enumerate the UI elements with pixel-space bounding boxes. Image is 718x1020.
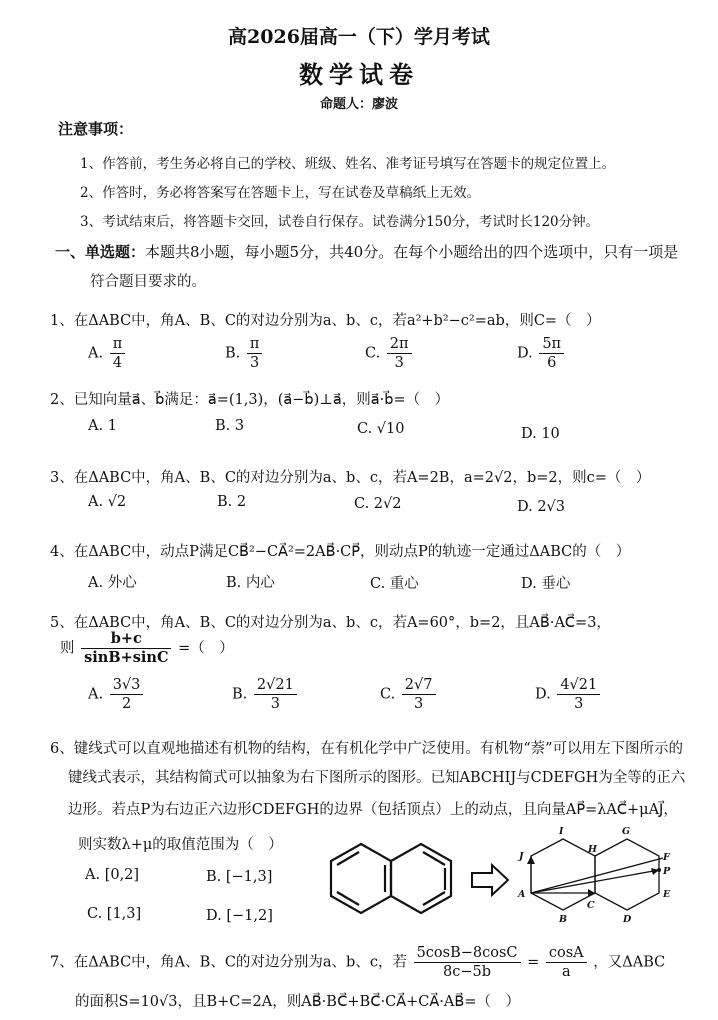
q1-option-c bbox=[365, 335, 414, 372]
q2-option-c: C. √10 bbox=[357, 421, 405, 437]
option-letter: A. bbox=[88, 345, 104, 362]
question-2: 2、已知向量a⃗、b⃗满足：a⃗=(1,3)，(a⃗−b⃗)⊥a⃗，则a⃗·b⃗=（ ） bbox=[50, 392, 450, 408]
label-d: D bbox=[623, 914, 632, 925]
label-i: I bbox=[559, 826, 564, 837]
double-bond bbox=[337, 892, 359, 905]
double-bond bbox=[423, 892, 445, 905]
notice-heading: 注意事项： bbox=[58, 120, 134, 138]
option-num: 2π bbox=[387, 335, 412, 354]
author-line: 命题人：廖波 bbox=[319, 97, 398, 112]
arrow-right-icon bbox=[470, 862, 512, 898]
option-letter: D. bbox=[517, 345, 533, 362]
option-letter: D. bbox=[535, 686, 551, 703]
option-num: 2√7 bbox=[402, 676, 436, 695]
q2-option-d: D. 10 bbox=[521, 426, 560, 442]
option-letter: C. bbox=[365, 345, 381, 362]
question-5: 5、在ΔABC中，角A、B、C的对边分别为a、b、c，若A=60°，b=2，且AB⃗·AC⃗=3， bbox=[50, 615, 611, 631]
q5-then: 则 bbox=[60, 640, 75, 657]
label-h: H bbox=[588, 844, 597, 855]
paper-title: 数学试卷 bbox=[299, 60, 419, 89]
label-j: J bbox=[519, 851, 524, 862]
option-den: 6 bbox=[547, 355, 557, 371]
option-num: π bbox=[110, 335, 126, 354]
q7-frac1-den: 8c−5b bbox=[443, 964, 492, 980]
notice-rule-2: 2、作答时，务必将答案写在答题卡上，写在试卷及草稿纸上无效。 bbox=[80, 185, 481, 201]
option-letter: B. bbox=[232, 686, 248, 703]
q5-option-d bbox=[535, 676, 602, 713]
question-7-line-2: 的面积S=10√3，且B+C=2A，则AB⃗·BC⃗+BC⃗·CA⃗+CA⃗·AB⃗=（ ） bbox=[75, 994, 520, 1010]
question-6-line-4: 则实数λ+μ的取值范围为（ ） bbox=[78, 837, 283, 853]
label-c: C bbox=[587, 900, 595, 911]
question-6-line-3: 边形。若点P为右边正六边形CDEFGH的边界（包括顶点）上的动点，且向量AP⃗=λAC⃗+μAJ⃗， bbox=[68, 802, 678, 818]
q3-option-a: A. √2 bbox=[88, 494, 127, 510]
q5-blank: =（ ） bbox=[178, 640, 234, 657]
option-den: 3 bbox=[414, 696, 424, 712]
q5-frac-den: sinB+sinC bbox=[84, 649, 169, 666]
option-den: 3 bbox=[574, 696, 584, 712]
q5-frac-num: b+c bbox=[81, 630, 171, 649]
q7-prefix: 7、在ΔABC中，角A、B、C的对边分别为a、b、c，若 bbox=[50, 954, 407, 971]
question-5-expr bbox=[60, 630, 234, 667]
naphthalene-diagram bbox=[316, 832, 466, 932]
option-den: 4 bbox=[112, 355, 123, 371]
label-p: P bbox=[663, 866, 671, 877]
q3-option-c: C. 2√2 bbox=[354, 496, 402, 512]
option-num: π bbox=[247, 335, 263, 354]
notice-rule-1: 1、作答前，考生务必将自己的学校、班级、姓名、准考证号填写在答题卡的规定位置上。 bbox=[80, 156, 616, 172]
q2-option-a: A. 1 bbox=[88, 418, 117, 434]
q7-frac1-num: 5cosB−8cosC bbox=[414, 944, 521, 963]
question-1: 1、在ΔABC中，角A、B、C的对边分别为a、b、c，若a²+b²−c²=ab，则C=（ ） bbox=[50, 313, 601, 329]
question-7 bbox=[50, 944, 665, 981]
arrowhead bbox=[527, 856, 535, 864]
q7-frac2-den: a bbox=[561, 964, 571, 980]
hexagon-figure bbox=[508, 822, 683, 932]
option-num: 5π bbox=[539, 335, 564, 354]
q5-option-b bbox=[232, 676, 299, 713]
guide-line bbox=[531, 858, 663, 893]
option-letter: C. bbox=[380, 686, 396, 703]
q4-option-a: A. 外心 bbox=[88, 575, 137, 591]
q6-option-a: A. [0,2] bbox=[85, 867, 140, 883]
q3-option-d: D. 2√3 bbox=[517, 499, 566, 515]
naphthalene-ring-right bbox=[391, 844, 451, 913]
exam-title: 高2026届高一（下）学月考试 bbox=[228, 26, 490, 48]
q1-option-a bbox=[88, 335, 127, 372]
double-bond bbox=[423, 852, 445, 865]
option-den: 3 bbox=[250, 355, 260, 371]
label-f: F bbox=[663, 852, 670, 863]
double-bond bbox=[337, 852, 359, 865]
option-den: 2 bbox=[121, 696, 132, 712]
q4-option-c: C. 重心 bbox=[370, 576, 419, 592]
option-num: 4√21 bbox=[557, 676, 600, 695]
point-p bbox=[657, 868, 661, 872]
label-b: B bbox=[559, 914, 568, 925]
option-num: 3√3 bbox=[110, 676, 144, 695]
q7-eq: = bbox=[527, 954, 540, 971]
q1-option-d bbox=[517, 335, 566, 372]
q1-option-b bbox=[225, 335, 264, 372]
q4-option-d: D. 垂心 bbox=[521, 576, 571, 592]
label-a: A bbox=[518, 889, 526, 900]
question-4: 4、在ΔABC中，动点P满足CB⃗²−CA⃗²=2AB⃗·CP⃗，则动点P的轨迹一定通过ΔABC的（ ） bbox=[50, 544, 631, 560]
q3-option-b: B. 2 bbox=[217, 494, 247, 510]
q6-option-b: B. [−1,3] bbox=[206, 869, 273, 885]
hexagon-cdefgh bbox=[595, 839, 659, 910]
question-6-line-1: 6、键线式可以直观地描述有机物的结构，在有机化学中广泛使用。有机物“萘”可以用左下图所示的 bbox=[50, 741, 684, 757]
q7-suffix: ，又ΔABC bbox=[593, 954, 666, 971]
option-num: 2√21 bbox=[254, 676, 297, 695]
hexagon-abchij bbox=[531, 839, 595, 910]
notice-rule-3: 3、考试结束后，将答题卡交回，试卷自行保存。试卷满分150分，考试时长120分钟。 bbox=[80, 214, 600, 230]
q6-option-c: C. [1,3] bbox=[87, 906, 142, 922]
q5-option-a bbox=[88, 676, 145, 713]
q7-frac2-num: cosA bbox=[546, 944, 587, 963]
arrowhead bbox=[588, 889, 595, 897]
naphthalene-ring-left bbox=[331, 844, 391, 913]
question-3: 3、在ΔABC中，角A、B、C的对边分别为a、b、c，若A=2B，a=2√2，b=2，则c=（ ） bbox=[50, 470, 651, 486]
option-den: 3 bbox=[394, 355, 404, 371]
section-desc: 本题共8小题，每小题5分，共40分。在每个小题给出的四个选项中，只有一项是 bbox=[145, 243, 679, 261]
q6-option-d: D. [−1,2] bbox=[206, 908, 273, 924]
label-e: E bbox=[663, 889, 671, 900]
section-heading bbox=[55, 241, 678, 262]
option-den: 3 bbox=[270, 696, 280, 712]
section-label: 一、单选题： bbox=[55, 243, 146, 261]
section-desc-2: 符合题目要求的。 bbox=[90, 274, 206, 290]
label-g: G bbox=[622, 826, 631, 837]
q5-option-c bbox=[380, 676, 438, 713]
option-letter: A. bbox=[88, 686, 104, 703]
option-letter: B. bbox=[225, 345, 241, 362]
q2-option-b: B. 3 bbox=[215, 418, 245, 434]
q4-option-b: B. 内心 bbox=[226, 575, 275, 591]
question-6-line-2: 键线式表示，其结构简式可以抽象为右下图所示的图形。已知ABCHIJ与CDEFGH为全等的正六 bbox=[68, 770, 686, 786]
